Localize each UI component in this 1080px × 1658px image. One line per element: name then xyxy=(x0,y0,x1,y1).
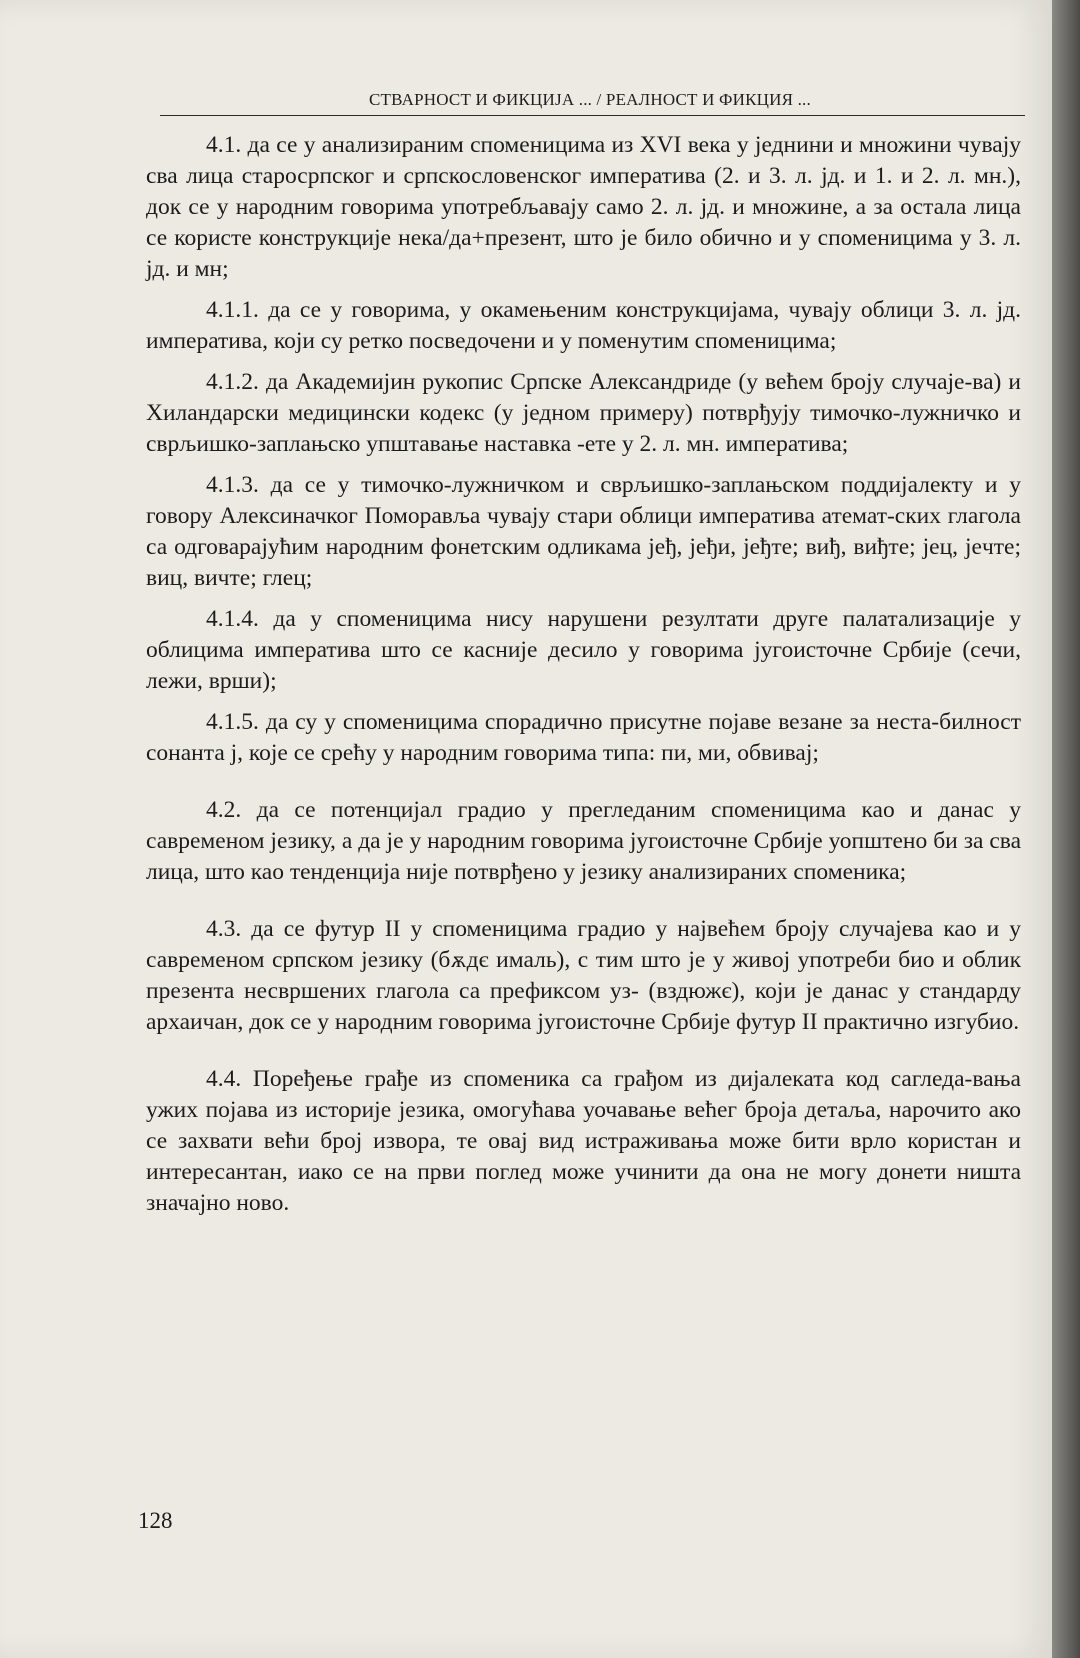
body-text xyxy=(146,130,1021,1229)
paragraph-4-1-4: 4.1.4. да у споменицима нису нарушени резултати друге палатализације у облицима императива што се касније десило у говорима југоисточне Србије (сечи, лежи, врши); xyxy=(146,606,1021,694)
paragraph-4-1-2: 4.1.2. да Академијин рукопис Српске Александриде (у већем броју случаје-ва) и Хиландарски медицински кодекс (у једном примеру) потврђују тимочко-лужничко и сврљишко-заплањско упштавање наставка -ете у 2. л. мн. императива; xyxy=(146,369,1021,457)
paragraph-4-1-3: 4.1.3. да се у тимочко-лужничком и сврљишко-заплањском поддијалекту и у говору Алексиначког Поморавља чувају стари облици императива атемат-ских глагола са одговарајућим народним фонетским одликама jeђ, jeђи, jeђте; виђ, виђте; jeц, jeчте; виц, вичте; глец; xyxy=(146,472,1021,591)
running-head: СТВАРНОСТ И ФИКЦИЈА ... / РЕАЛНОСТ И ФИКЦИЯ ... xyxy=(369,90,811,109)
header-rule xyxy=(160,115,1025,116)
book-page-edge xyxy=(1052,0,1080,1658)
paragraph-4-3: 4.3. да се футур II у споменицима градио у највећем броју случајева као и у савременом српском језику (бѫдє ималь), с тим што је у живој употреби био и облик презента несвршених глагола са префиксом уз- (вздюжє), који је данас у стандарду архаичан, док се у народним говорима југоисточне Србије футур II практично изгубио. xyxy=(146,916,1021,1035)
paragraph-4-1-1: 4.1.1. да се у говорима, у окамењеним конструкцијама, чувају облици 3. л. јд. императива, који су ретко посведочени и у поменутим споменицима; xyxy=(146,297,1021,354)
paragraph-4-4: 4.4. Поређење грађе из споменика са грађом из дијалеката код сагледа-вања ужих појава из историје језика, омогућава уочавање већег броја детаља, нарочито ако се захвати већи број извора, те овај вид истраживања може бити врло користан и интересантан, иако се на први поглед може учинити да она не могу донети ништа значајно ново. xyxy=(146,1066,1021,1216)
paragraph-4-2: 4.2. да се потенцијал градио у прегледаним споменицима као и данас у савременом језику, а да је у народним говорима југоисточне Србије уопштено би за сва лица, што као тенденција није потврђено у језику анализираних споменика; xyxy=(146,797,1021,885)
page-number: 128 xyxy=(138,1508,173,1533)
paragraph-4-1-5: 4.1.5. да су у споменицима спорадично присутне појаве везане за неста-билност сонанта j, које се срећу у народним говорима типа: пи, ми, обвивај; xyxy=(146,709,1021,766)
paragraph-4-1: 4.1. да се у анализираним споменицима из XVI века у једнини и множини чувају сва лица старосрпског и српскословенског императива (2. и 3. л. јд. и 1. и 2. л. мн.), док се у народним говорима употребљавају само 2. л. јд. и множине, а за остала лица се користе конструкције нека/да+презент, што је било обично и у споменицима у 3. л. јд. и мн; xyxy=(146,132,1021,282)
